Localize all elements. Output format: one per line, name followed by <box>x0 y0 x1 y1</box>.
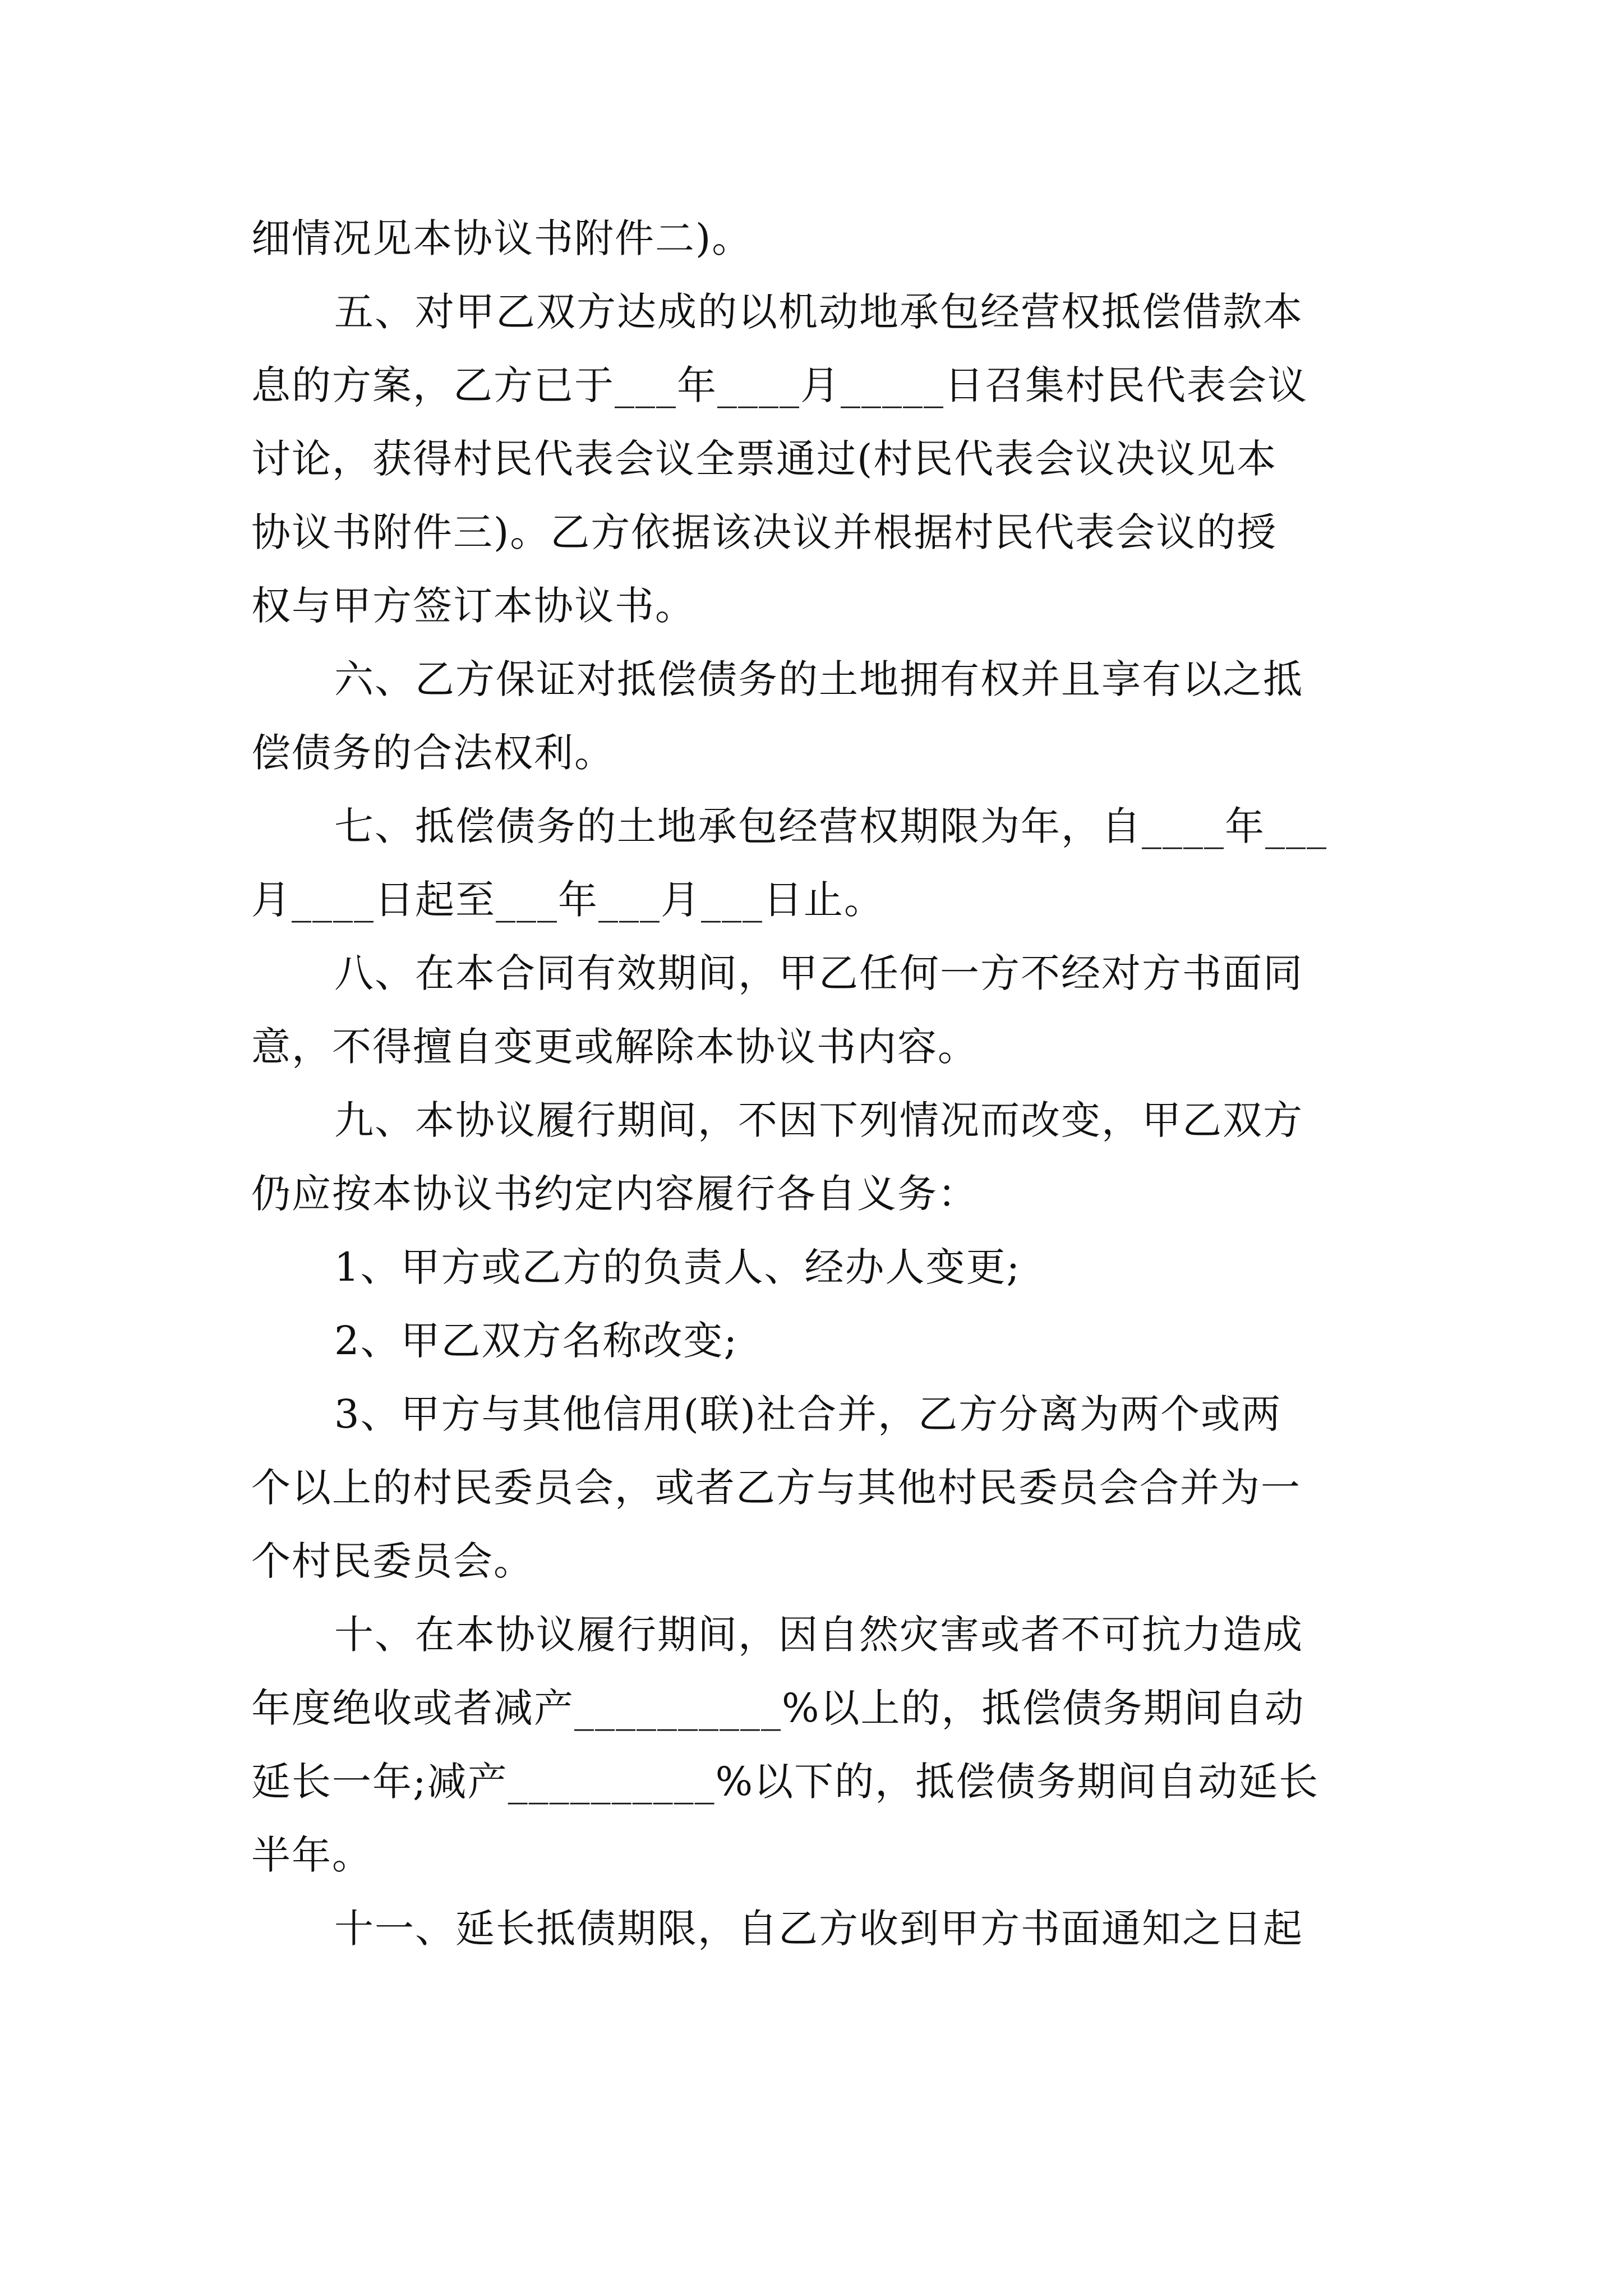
text-line: 细情况见本协议书附件二)。 <box>251 215 753 261</box>
paragraph-10-line-2: 年度绝收或者减产__________%以上的，抵偿债务期间自动 <box>251 1685 1305 1731</box>
list-item-3-line-3: 个村民委员会。 <box>251 1538 534 1584</box>
paragraph-9-line-2: 仍应按本协议书约定内容履行各自义务： <box>251 1171 978 1217</box>
paragraph-8-line-2: 意，不得擅自变更或解除本协议书内容。 <box>251 1024 978 1070</box>
paragraph-7-line-2: 月____日起至___年___月___日止。 <box>251 877 884 923</box>
list-item-2: 2、甲乙双方名称改变; <box>334 1318 739 1364</box>
paragraph-5-line-5: 权与甲方签订本协议书。 <box>251 583 695 629</box>
paragraph-5-line-1: 五、对甲乙双方达成的以机动地承包经营权抵偿借款本 <box>334 289 1303 335</box>
document-page <box>251 202 1373 1966</box>
paragraph-11-line-1: 十一、延长抵债期限，自乙方收到甲方书面通知之日起 <box>334 1906 1303 1952</box>
paragraph-10-line-3: 延长一年;减产__________%以下的，抵偿债务期间自动延长 <box>251 1759 1320 1805</box>
paragraph-5-line-3: 讨论，获得村民代表会议全票通过(村民代表会议决议见本 <box>251 436 1278 482</box>
list-item-3-line-2: 个以上的村民委员会，或者乙方与其他村民委员会合并为一 <box>251 1465 1301 1511</box>
paragraph-5-line-2: 息的方案，乙方已于___年____月_____日召集村民代表会议 <box>251 362 1308 408</box>
list-item-3-line-1: 3、甲方与其他信用(联)社合并，乙方分离为两个或两 <box>334 1391 1282 1437</box>
paragraph-6-line-1: 六、乙方保证对抵偿债务的土地拥有权并且享有以之抵 <box>334 656 1303 702</box>
paragraph-10-line-1: 十、在本协议履行期间，因自然灾害或者不可抗力造成 <box>334 1612 1303 1658</box>
list-item-1: 1、甲方或乙方的负责人、经办人变更; <box>334 1244 1021 1290</box>
paragraph-6-line-2: 偿债务的合法权利。 <box>251 730 615 776</box>
paragraph-8-line-1: 八、在本合同有效期间，甲乙任何一方不经对方书面同 <box>334 950 1303 996</box>
paragraph-10-line-4: 半年。 <box>251 1832 372 1878</box>
paragraph-5-line-4: 协议书附件三)。乙方依据该决议并根据村民代表会议的授 <box>251 509 1278 555</box>
paragraph-9-line-1: 九、本协议履行期间，不因下列情况而改变，甲乙双方 <box>334 1097 1303 1143</box>
paragraph-7-line-1: 七、抵偿债务的土地承包经营权期限为年，自____年___ <box>334 803 1327 849</box>
